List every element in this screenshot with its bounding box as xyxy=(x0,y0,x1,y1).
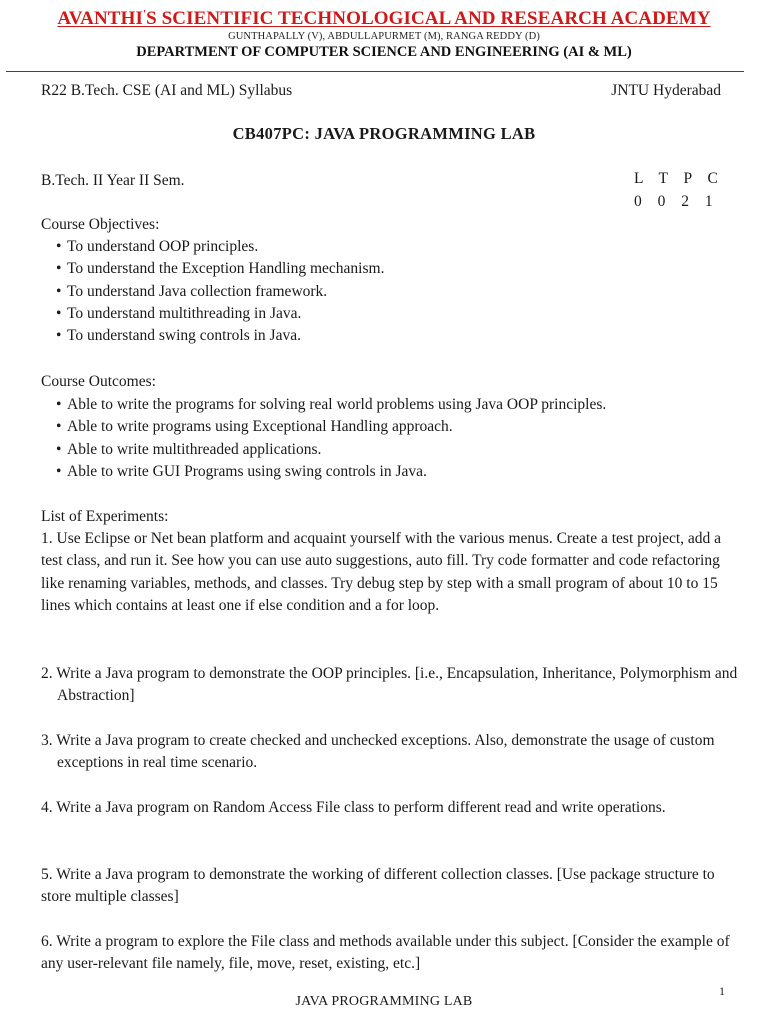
experiment-item: 6. Write a program to explore the File class and methods available under this subject. [Consider the example of any user-relevant file namely, file, move, reset, existing, etc.] xyxy=(41,933,730,973)
experiment-item: 3. Write a Java program to create checked and unchecked exceptions. Also, demonstrate the usage of custom exceptions in real time scenario. xyxy=(41,732,715,772)
outcomes-heading: Course Outcomes: xyxy=(41,373,156,390)
list-item: • To understand the Exception Handling mechanism. xyxy=(56,258,384,280)
semester-label: B.Tech. II Year II Sem. xyxy=(41,172,185,189)
experiment-item: 4. Write a Java program on Random Access File class to perform different read and write operations. xyxy=(41,799,666,816)
objectives-list xyxy=(56,236,384,347)
list-item: • To understand swing controls in Java. xyxy=(56,325,384,347)
list-item: • Able to write programs using Exceptional Handling approach. xyxy=(56,416,606,438)
list-item: • Able to write GUI Programs using swing controls in Java. xyxy=(56,461,606,483)
experiments-heading: List of Experiments: xyxy=(41,508,169,525)
syllabus-label: R22 B.Tech. CSE (AI and ML) Syllabus xyxy=(41,82,293,99)
department-name: DEPARTMENT OF COMPUTER SCIENCE AND ENGINEERING (AI & ML) xyxy=(136,44,632,60)
objectives-heading: Course Objectives: xyxy=(41,216,160,233)
list-item: • Able to write multithreaded applications. xyxy=(56,439,606,461)
experiment-item: 2. Write a Java program to demonstrate the OOP principles. [i.e., Encapsulation, Inheritance, Polymorphism and Abstraction] xyxy=(41,665,738,705)
list-item: • Able to write the programs for solving real world problems using Java OOP principles. xyxy=(56,394,606,416)
experiment-item: 5. Write a Java program to demonstrate the working of different collection classes. [Use package structure to store multiple classes] xyxy=(41,866,715,906)
list-item: • To understand OOP principles. xyxy=(56,236,384,258)
university-label: JNTU Hyderabad xyxy=(611,82,721,99)
outcomes-list xyxy=(56,394,606,483)
header-divider xyxy=(6,71,744,72)
experiment-item: 1. Use Eclipse or Net bean platform and acquaint yourself with the various menus. Create a test project, add a test class, and run it. See how you can use auto suggestions, auto fill. Try code formatter and code refactoring like renaming variables, methods, and classes. Try debug step by step with a small program of about 10 to 15 lines which contains at least one if else condition and a for loop. xyxy=(41,530,722,614)
course-title: CB407PC: JAVA PROGRAMMING LAB xyxy=(232,124,536,143)
page-number: 1 xyxy=(719,984,725,998)
list-item: • To understand Java collection framework. xyxy=(56,281,384,303)
academy-name: AVANTHI'S SCIENTIFIC TECHNOLOGICAL AND RESEARCH ACADEMY xyxy=(57,8,711,29)
academy-address: GUNTHAPALLY (V), ABDULLAPURMET (M), RANGA REDDY (D) xyxy=(228,31,540,42)
ltpc-values: 0 0 2 1 xyxy=(634,193,719,210)
footer-title: JAVA PROGRAMMING LAB xyxy=(295,994,473,1009)
list-item: • To understand multithreading in Java. xyxy=(56,303,384,325)
ltpc-header: L T P C xyxy=(634,170,724,187)
